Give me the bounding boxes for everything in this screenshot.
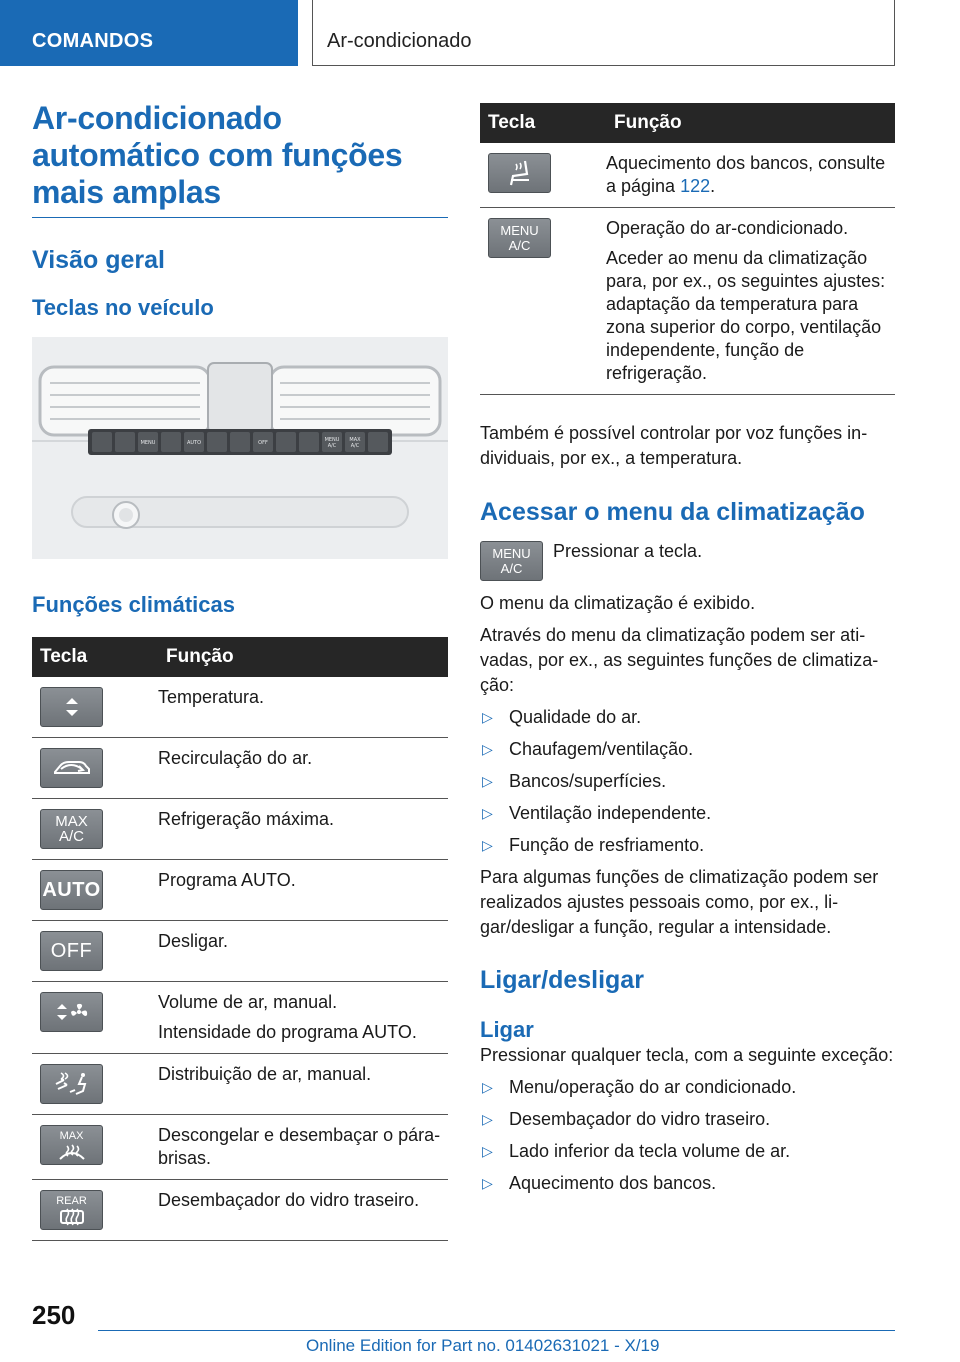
function-text: Desligar. [158, 931, 229, 951]
climate-functions-table-continued [480, 103, 895, 395]
left-column [32, 100, 448, 1241]
table-row [32, 982, 448, 1054]
bullet-icon: ▷ [482, 773, 493, 789]
bullet-icon: ▷ [482, 741, 493, 757]
climate-functions-table [32, 637, 448, 1241]
voice-control-note: Também é possível controlar por voz funções individuais, por ex., a temperatura. [480, 423, 868, 468]
overview-heading: Visão geral [32, 246, 165, 274]
recirculation-car-icon [40, 748, 103, 788]
svg-text:MENU: MENU [140, 440, 156, 446]
max-ac-key: MAX A/C [40, 809, 103, 849]
svg-text:MAX: MAX [349, 437, 361, 443]
climate-panel-photo [32, 337, 448, 559]
table-row [32, 860, 448, 921]
bullet-icon: ▷ [482, 709, 493, 725]
off-key: OFF [40, 931, 103, 971]
list-item: ▷ Desembaçador do vidro traseiro. [480, 1107, 895, 1132]
list-item: ▷ Lado inferior da tecla volume de ar. [480, 1139, 895, 1164]
function-text: Aceder ao menu da climatização para, por ex., os seguintes ajustes: adaptação da temperatura para zona superior do corpo, ventilação independente, função de refrigeração. [606, 248, 886, 383]
chapter-title: Ar-condicionado [327, 30, 472, 52]
column-header-function: Função [606, 103, 895, 143]
climate-functions-heading: Funções climáticas [32, 592, 235, 617]
page-number: 250 [32, 1300, 76, 1330]
bullet-icon: ▷ [482, 837, 493, 853]
on-off-heading: Ligar/desligar [480, 966, 644, 994]
svg-text:A/C: A/C [350, 443, 360, 449]
section-title: COMANDOS [32, 30, 154, 52]
menu-ac-key: MENU A/C [488, 218, 551, 258]
page-title: Ar-condicionado automático com funções mais amplas [32, 100, 403, 210]
list-item: ▷ Menu/operação do ar condicionado. [480, 1075, 895, 1100]
chapter-tab [312, 0, 895, 66]
menu-functions-list [480, 705, 895, 858]
menu-functions-intro: Através do menu da climatização podem ser ativadas, por ex., as seguintes funções de climatização: [480, 625, 879, 695]
instruction-text: Pressionar a tecla. [553, 541, 703, 561]
page-reference-link[interactable]: 122 [680, 176, 711, 196]
auto-key: AUTO [40, 870, 103, 910]
table-row [32, 1115, 448, 1180]
column-header-key: Tecla [480, 103, 606, 143]
table-row [32, 1054, 448, 1115]
right-column [480, 103, 895, 1196]
switch-on-heading: Ligar [480, 1017, 534, 1042]
list-item: ▷ Bancos/superfícies. [480, 769, 895, 794]
access-menu-heading: Acessar o menu da climatização [480, 498, 865, 526]
svg-text:MENU: MENU [324, 437, 340, 443]
function-text: Recirculação do ar. [158, 748, 313, 768]
table-row [32, 1180, 448, 1241]
air-distribution-icon [40, 1064, 103, 1104]
edition-footer: Online Edition for Part no. 01402631021 - X/19 [306, 1336, 660, 1355]
table-row [32, 738, 448, 799]
menu-ac-key: MENU A/C [480, 541, 543, 581]
function-text: Desembaçador do vidro traseiro. [158, 1190, 420, 1210]
bullet-icon: ▷ [482, 1079, 493, 1095]
rear-label: REAR [56, 1194, 87, 1207]
title-divider [32, 217, 448, 218]
footer-divider [98, 1330, 895, 1331]
seat-heating-icon [488, 153, 551, 193]
svg-text:AUTO: AUTO [186, 440, 202, 446]
function-text: Aquecimento dos bancos, consulte a página 122. [606, 153, 886, 196]
temperature-arrows-icon [40, 687, 103, 727]
table-header-row [480, 103, 895, 143]
svg-text:OFF: OFF [258, 440, 268, 446]
function-text: Operação do ar-condicionado. [606, 218, 849, 238]
list-item: ▷ Função de resfriamento. [480, 833, 895, 858]
rear-defrost-icon [40, 1190, 103, 1230]
table-row [32, 677, 448, 738]
function-text: Temperatura. [158, 687, 265, 707]
list-item: ▷ Chaufagem/ventilação. [480, 737, 895, 762]
menu-instruction [480, 541, 895, 581]
section-tab [0, 0, 298, 66]
svg-text:A/C: A/C [327, 443, 337, 449]
table-row [480, 143, 895, 208]
menu-displayed-text: O menu da climatização é exibido. [480, 593, 756, 613]
column-header-function: Função [158, 637, 448, 677]
function-text: Descongelar e desembaçar o pára-brisas. [158, 1125, 441, 1168]
table-header-row [32, 637, 448, 677]
function-text: Distribuição de ar, manual. [158, 1064, 372, 1084]
function-text: Intensidade do programa AUTO. [158, 1022, 417, 1042]
list-item: ▷ Ventilação independente. [480, 801, 895, 826]
bullet-icon: ▷ [482, 1175, 493, 1191]
list-item: ▷ Aquecimento dos bancos. [480, 1171, 895, 1196]
bullet-icon: ▷ [482, 1111, 493, 1127]
windshield-defrost-icon [40, 1125, 103, 1165]
exceptions-list [480, 1075, 895, 1196]
function-text: Refrigeração máxima. [158, 809, 335, 829]
fan-arrows-icon [40, 992, 103, 1032]
max-label: MAX [59, 1129, 84, 1142]
function-text: Volume de ar, manual. [158, 992, 338, 1012]
table-row [32, 799, 448, 860]
column-header-key: Tecla [32, 637, 158, 677]
bullet-icon: ▷ [482, 805, 493, 821]
table-row [32, 921, 448, 982]
keys-in-vehicle-heading: Teclas no veículo [32, 295, 214, 320]
switch-on-text: Pressionar qualquer tecla, com a seguinte exceção: [480, 1045, 894, 1065]
bullet-icon: ▷ [482, 1143, 493, 1159]
table-row [480, 208, 895, 395]
function-text: Programa AUTO. [158, 870, 296, 890]
personal-settings-text: Para algumas funções de climatização podem ser realizados ajustes pessoais como, por ex., ligar/desligar a função, regular a intensidade. [480, 867, 879, 937]
list-item: ▷ Qualidade do ar. [480, 705, 895, 730]
